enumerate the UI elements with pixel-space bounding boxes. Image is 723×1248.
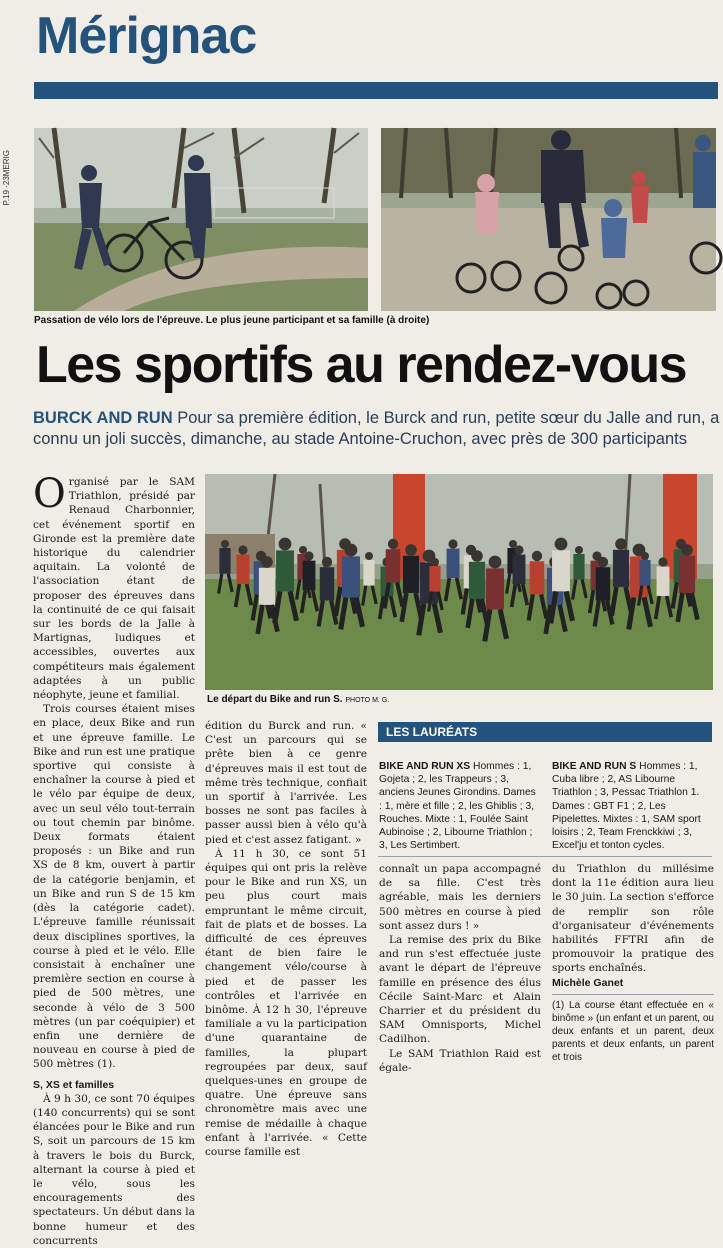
masthead-bar <box>34 82 718 99</box>
deck <box>33 408 723 450</box>
article-col3-p2: La remise des prix du Bike and run s'est effectuée juste avant le départ de l'épreuve famille en présence des élus Cécile Saint-Marc et Alain Charrier et du président du SAM Omnisports, Michel Cadilhon. <box>379 934 541 1046</box>
footnote: (1) La course étant effectuée en « binôme » (un enfant et un parent, ou deux enfants et un parent, deux parents et deux enfants, un parent et trois <box>552 999 714 1063</box>
article-col1-p3: À 9 h 30, ce sont 70 équipes (140 concurrents) qui se sont élancées pour le Bike and run S, soit un parcours de 15 km à travers le bois du Burck, alternant la course à pied et le vélo, sous les encouragements des spectateurs. Un début dans la bonne humeur et des concurrents <box>33 1092 195 1247</box>
footnote-rule <box>552 994 714 995</box>
article-column-3 <box>379 862 541 1074</box>
laureats-rule <box>378 856 712 857</box>
article-col2-p2: À 11 h 30, ce sont 51 équipes qui ont pris la relève pour le Bike and run XS, un peu plus court mais empruntant le même circuit, fait de plats et de bosses. La difficulté de ces épreuves étant de bien faire le changement vélo/course à pied et de passer les contrôles et l'arrivée en binôme. À 12 h 30, l'épreuve familiale a vu la participation d'une quarantaine de familles, la plupart regroupées par deux, sauf quelques-unes en groupe de quatre. Une épreuve sans chronomètre mais avec une remise de médaille à chaque enfant à l'arrivée. « Cette course famille est <box>205 847 367 1159</box>
photo-caption-main <box>207 694 389 705</box>
photo-race-start <box>205 474 713 690</box>
subhead: S, XS et familles <box>33 1078 115 1091</box>
laureats-xs <box>379 760 539 852</box>
headline: Les sportifs au rendez-vous <box>36 336 687 394</box>
article-column-2 <box>205 719 367 1159</box>
photo-young-participant <box>381 128 716 311</box>
masthead-title: Mérignac <box>36 7 257 65</box>
article-column-4 <box>552 862 714 1063</box>
laureats-s-label: BIKE AND RUN S <box>552 761 637 772</box>
laureats-s <box>552 760 714 852</box>
laureats-s-text: Hommes : 1, Cuba libre ; 2, AS Libourne Triathlon ; 3, Pessac Triathlon 1. Dames : GBT F1 ; 2, Les Pipelettes. Mixtes : 1, SAM sport loisirs ; 2, Team Frenckkiwi ; 3, Excel'ju et tonton cycles. <box>552 761 701 852</box>
article-col3-p3: Le SAM Triathlon Raid est égale- <box>379 1047 541 1074</box>
article-col1-p2: Trois courses étaient mises en place, deux Bike and run et une épreuve famille. Le Bike and run est une pratique sportive qui consiste à enchaîner la course à pied et le vélo par équipe de deux, avec un seul vélo tout-terrain ou tout chemin par binôme. Deux formats étaient proposés : un Bike and run XS de 8 km, ouvert à partir de la catégorie benjamin, et un Bike and run S de 15 km (dès la catégorie cadet). L'épreuve famille réunissait deux disciplines sportives, la course à pied et le vélo. Elle consistait à enchaîner une première section en course à pied de 500 mètres, une seconde à vélo de 3 500 mètres (un par coéquipier) et enfin une dernière de nouveau en course à pied de 500 mètres (1). <box>33 703 195 1071</box>
author-byline: Michèle Ganet <box>552 976 624 989</box>
dropcap: O <box>33 471 66 517</box>
laureats-xs-text: Hommes : 1, Gojeta ; 2, les Trappeurs ; 3, anciens Jeunes Girondins. Dames : 1, mère et fille ; 2, les Ghiblis ; 3, Rouches. Mixte : 1, Foulée Saint Aubinoise ; 2, Libourne Triathlon ; 3, Les Sertimbert. <box>379 761 536 852</box>
article-col2-p1: édition du Burck and run. « C'est un parcours qui se prête bien à ce genre d'épreuves mais il est tout de même très technique, confiait un sportif à l'arrivée. Les bosses ne sont pas faciles à passer aussi bien à vélo qu'à pied et c'est assez fatigant. » <box>205 720 367 846</box>
laureats-xs-label: BIKE AND RUN XS <box>379 761 471 772</box>
photo-bike-handover <box>34 128 368 311</box>
laureats-header: LES LAURÉATS <box>378 722 712 742</box>
deck-text: Pour sa première édition, le Burck and run, petite sœur du Jalle and run, a connu un joli succès, dimanche, au stade Antoine-Cruchon, avec près de 300 participants <box>33 409 720 448</box>
photo-caption-main-text: Le départ du Bike and run S. <box>207 694 343 705</box>
photo-credit: PHOTO M. G. <box>345 697 390 704</box>
side-label: P.19 ·23MERIG <box>2 150 11 206</box>
article-column-1 <box>33 471 195 1247</box>
photo-caption-top: Passation de vélo lors de l'épreuve. Le plus jeune participant et sa famille (à droite) <box>34 315 430 326</box>
deck-kicker: BURCK AND RUN <box>33 409 173 427</box>
article-col4-p1: du Triathlon du millésime dont la 11e édition aura lieu le 30 juin. La section s'efforce de remplir son rôle d'organisateur d'événements habilités FFTRI afin de promouvoir la pratique des sports enchaînés. <box>552 863 714 975</box>
article-col3-p1: connaît un papa accompagné de sa fille. C'est très agréable, mais les derniers 500 mètres en course à pied sont assez durs ! » <box>379 863 541 932</box>
article-col1-p1: rganisé par le SAM Triathlon, présidé par Renaud Charbonnier, cet événement sportif en Gironde est la première date historique du calendrier aquitain. La volonté de l'association étant de proposer des épreuves dans la continuité de ce qui faisait sur les bords de la Jalle à Martignas, ludiques et accessibles, ouvertes aux compétiteurs mais également adaptées à un public néophyte, jeune et familial. <box>33 476 195 702</box>
